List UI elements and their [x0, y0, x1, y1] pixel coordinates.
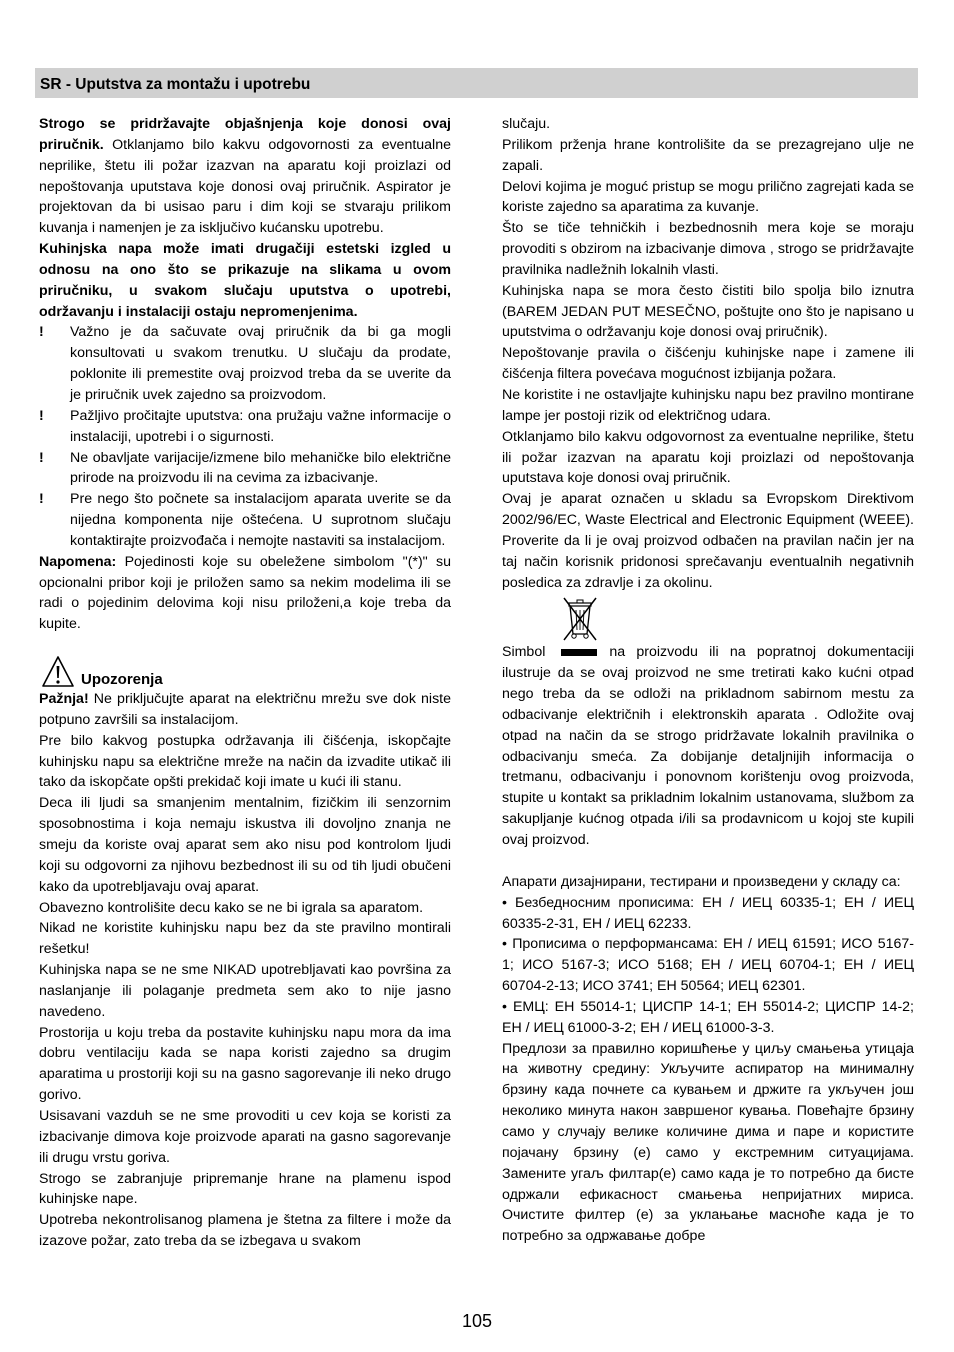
- intro-text: Otklanjamo bilo kakvu odgovornosti za eventualne neprilike, štetu ili požar izazvan na aparatu koji proizlazi od nepoštovanja uputstava koje donosi ovaj priručnik. Aspirator je projektovan da bi usisao paru i dim koji se stvaraju prilikom kuvanja i namenjen je za isključivo kućansku upotrebu.: [39, 136, 451, 237]
- weee-paragraph: Ovaj je aparat označen u skladu sa Evropskom Direktivom 2002/96/EC, Waste Electrical and Electronic Equipment (WEEE). Proverite da li je ovaj proizvod odbačen na pravilan način jer na taj način korisnik pridonosi sprečavanju eventualnih negativnih posledica za zdravlje i za okolinu.: [502, 491, 914, 591]
- page-number: 105: [461, 1311, 493, 1331]
- symbol-text: na proizvodu ili na popratnoj dokumentaciji ilustruje da se ovaj proizvod ne sme tretirati kako kućni otpad nego treba da se odloži na prikladnom sabirnom mestu za odbacivanje električnih i elektronskih aparata . Odložite ovaj otpad na način da se strogo pridržavate lokalnih pravilnika o odbacivanju smeća. Za dobijanje detaljnijih informacija o tretmanu, odbacivanju i ponovnom korištenju ovog proizvoda, stupite u kontakt sa prikladnim lokalnim ustanovama, službom za sakupljanje kućnog otpada i/ili sa prodavnicom u kojoj ste kupili ovaj proizvod.: [502, 644, 914, 848]
- warning-paragraph: Deca ili ljudi sa smanjenim mentalnim, fizičkim ili senzornim sposobnostima i koja nemaju iskustva ili dovoljno znanja ne smeju da koriste ovaj aparat sem ako nisu pod kontrolom ljudi koji su odgovorni za njihovu bezbednost ili su od tih ljudi obučeni kako da upotrebljavaju ovaj aparat.: [39, 795, 451, 895]
- warning-triangle-icon: [41, 655, 75, 689]
- safety-paragraph: Ne koristite i ne ostavljajte kuhinjsku napu bez pravilno montirane lampe jer postoji rizik od električnog udara.: [502, 386, 914, 424]
- notice-paragraph: [39, 239, 451, 322]
- warning-paragraph: Usisavani vazduh se ne sme provoditi u cev koja se koristi za izbacivanje dimova koje proizvode aparati na gasno sagorevanje ili drugu vrstu goriva.: [39, 1107, 451, 1166]
- intro-paragraph: [39, 114, 451, 239]
- exclamation-mark: !: [39, 324, 44, 341]
- attention-label: Pažnja!: [39, 691, 89, 708]
- bullet-item: [39, 322, 451, 405]
- exclamation-mark: !: [39, 491, 44, 508]
- safety-paragraph: Delovi kojima je moguć pristup se mogu prilično zagrejati kada se koriste zajedno sa aparatima za kuvanje.: [502, 178, 914, 216]
- section-title: SR - Uputstva za montažu i upotrebu: [40, 76, 311, 93]
- warning-paragraph: Strogo se zabranjuje pripremanje hrane na plamenu ispod kuhinjske nape.: [39, 1170, 451, 1208]
- bullet-item: [39, 448, 451, 490]
- exclamation-mark: !: [39, 449, 44, 466]
- warnings-heading-row: [39, 647, 451, 689]
- bullet-text: Ne obavljate varijacije/izmene bilo mehaničke bilo električne prirode na proizvodu ili na cevima za izbacivanje.: [70, 449, 451, 487]
- safety-paragraph: Otklanjamo bilo kakvu odgovornost za eventualne neprilike, štetu ili požar izazvan na aparatu koji proizlazi od nepoštovanja uputstava koje donosi ovaj priručnik.: [502, 428, 914, 487]
- attention-text: Ne priključujte aparat na električnu mrežu sve dok niste potpuno završili sa instalacijom.: [39, 691, 451, 728]
- warning-paragraph: Kuhinjska napa se ne sme NIKAD upotrebljavati kao površina za naslanjanje ili polaganje predmeta sem ako to nije jasno navedeno.: [39, 962, 451, 1020]
- warning-paragraph: Obavezno kontrolišite decu kako se ne bi igrala sa aparatom.: [39, 899, 424, 916]
- cyrillic-paragraph: • ЕМЦ: ЕН 55014-1; ЦИСПР 14-1; ЕН 55014-2; ЦИСПР 14-2; ЕН / ИЕЦ 61000-3-2; ЕН / ИЕЦ 61000-3-3.: [502, 998, 914, 1036]
- symbol-word: Simbol: [502, 644, 546, 661]
- safety-paragraph: Kuhinjska napa se mora često čistiti bilo spolja bilo iznutra (BAREM JEDAN PUT MESEČNO, poštujte ono što je napisano u uputstvima o održavanju koje donosi ovaj priručnik).: [502, 282, 914, 341]
- exclamation-mark: !: [39, 407, 44, 424]
- warning-paragraph: Upotreba nekontrolisanog plamena je štetna za filtere i može da izazove požar, zato treba da se izbegava u svakom: [39, 1212, 451, 1250]
- safety-paragraph: slučaju.: [502, 116, 551, 132]
- warnings-heading: Upozorenja: [81, 671, 163, 689]
- symbol-paragraph: [502, 642, 914, 850]
- cyrillic-paragraph: • Безбедносним прописима: ЕН / ИЕЦ 60335-1; ЕН / ИЕЦ 60335-2-31, ЕН / ИЕЦ 62233.: [502, 894, 914, 932]
- black-bar-symbol: [561, 649, 597, 656]
- spacer: [502, 851, 914, 872]
- safety-paragraph: Što se tiče tehničkih i bezbednosnih mera koje se moraju provoditi s obzirom na izbacivanje dimova , strogo se pridržavajte pravilnika nadležnih lokalnih vlasti.: [502, 220, 914, 278]
- bullet-item: [39, 489, 451, 552]
- note-paragraph: [39, 552, 451, 635]
- bullet-item: [39, 406, 451, 448]
- bullet-text: Pre nego što počnete sa instalacijom aparata uverite se da nijedna komponenta nije oštećena. U suprotnom slučaju kontaktirajte proizvođača i nemojte nastaviti sa instalacijom.: [70, 491, 451, 549]
- note-label: Napomena:: [39, 553, 117, 570]
- warning-paragraph: Pre bilo kakvog postupka održavanja ili čišćenja, iskopčajte kuhinjsku napu sa električne mreže na način da izvadite utikač ili tako da iskopčate opšti prekidač koji imate u kući ili stanu.: [39, 732, 451, 791]
- cyrillic-paragraph: Предлози за правилно коришћење у циљу смањења утицаја на животну средину: Укључите аспиратор на минималну брзину када почнете са кувањем и држите га укључен још неколико минута након завршеног кувања. Повећајте брзину само у случају велике количине дима и паре и користите појачану брзину (е) само у екстремним ситуацијама. Замените угаљ филтар(е) само када је то потребно да бисте одржали ефикасност смањења непријатних мириса. Очистите филтер (е) за уклањање масноће када је то потребно за одржавање добре: [502, 1040, 914, 1245]
- left-column: [39, 114, 451, 1252]
- attention-paragraph: [39, 689, 451, 731]
- warning-paragraph: Prostorija u koju treba da postavite kuhinjsku napu mora da ima dobru ventilaciju kada se napa koristi zajedno sa drugim aparatima u prostoriji koji su na gasno sagorevanje ili neko drugo gorivo.: [39, 1024, 451, 1104]
- notice-bold: Kuhinjska napa može imati drugačiji estetski izgled u odnosu na ono što se prikazuje na slikama u ovom priručniku, u svakom slučaju uputstva o upotrebi, održavanju i instalaciji ostaju nepromenjenima.: [39, 241, 451, 320]
- safety-paragraph: Nepoštovanje pravila o čišćenju kuhinjske nape i zamene ili čišćenja filtera povećava mogućnost izbijanja požara.: [502, 345, 914, 383]
- safety-paragraph: Prilikom prženja hrane kontrolišite da se prezagrejano ulje ne zapali.: [502, 136, 914, 174]
- bullet-text: Važno je da sačuvate ovaj priručnik da bi ga mogli konsultovati u svakom trenutku. U slučaju da prodate, poklonite ili premestite ovaj proizvod treba da se uverite da je priručnik uvek zajedno sa proizvodom.: [70, 324, 451, 403]
- warning-paragraph: Nikad ne koristite kuhinjsku napu bez da ste pravilno montirali rešetku!: [39, 920, 451, 958]
- crossed-out-wheelie-bin-icon: [556, 594, 604, 642]
- bullet-text: Pažljivo pročitajte uputstva: ona pružaju važne informacije o instalaciji, upotrebi i o sigurnosti.: [70, 407, 451, 445]
- section-header-bar: [35, 68, 918, 98]
- cyrillic-paragraph: • Прописима о перформансама: ЕН / ИЕЦ 61591; ИСО 5167-1; ИСО 5167-3; ИСО 5168; ЕН / ИЕЦ 60704-1; ЕН / ИЕЦ 60704-2-13; ИСО 3741; ЕН 50564; ИЕЦ 62301.: [502, 936, 914, 995]
- note-text: Pojedinosti koje su obeležene simbolom "(*)" su opcionalni pribor koji je priložen samo sa nekim modelima ili se radi o pojedinim delovima koji nisu priloženi,a koje treba da kupite.: [39, 553, 451, 633]
- right-column: [502, 114, 914, 1247]
- intro-bold: Strogo se pridržavajte objašnjenja koje donosi ovaj priručnik.: [39, 116, 451, 153]
- cyrillic-paragraph: Апарати дизајнирани, тестирани и произведени у складу са:: [502, 873, 901, 890]
